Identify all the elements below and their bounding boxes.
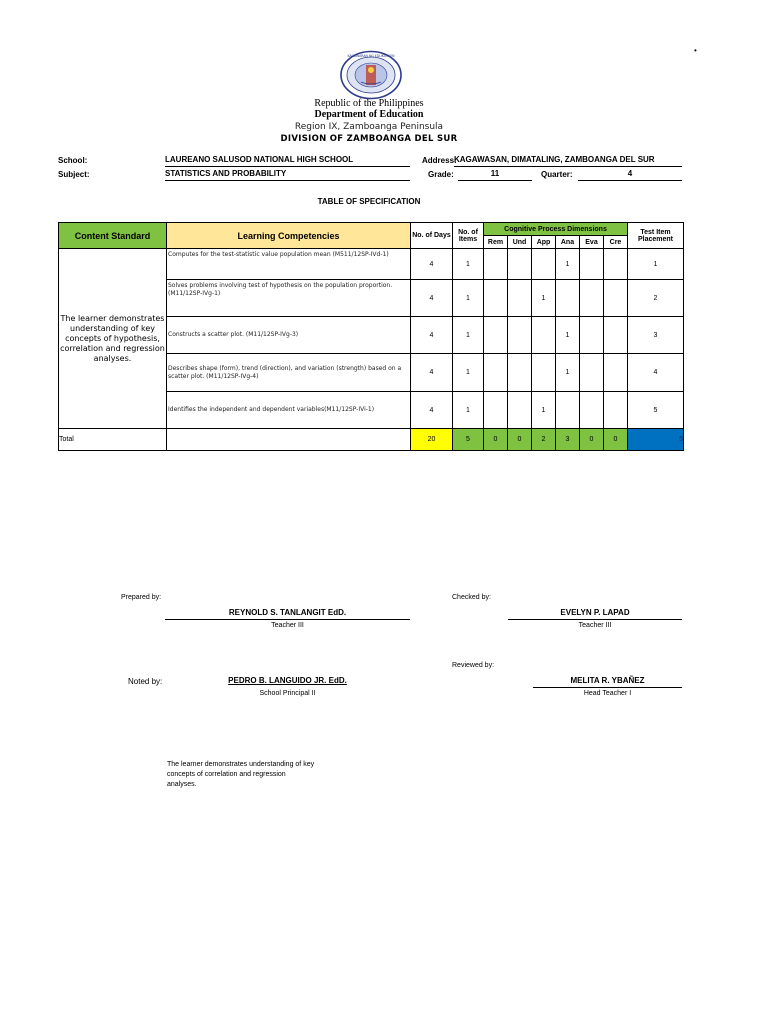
total-und: 0 xyxy=(508,429,532,451)
checked-by-role: Teacher III xyxy=(578,622,612,629)
total-eva: 0 xyxy=(580,429,604,451)
total-label: Total xyxy=(59,429,167,451)
cre-header: Cre xyxy=(604,236,628,249)
placement-header: Test Item Placement xyxy=(628,223,684,249)
rem-cell xyxy=(484,317,508,354)
rem-cell xyxy=(484,392,508,429)
und-header: Und xyxy=(508,236,532,249)
competency-cell: Computes for the test-statistic value population mean (M511/12SP-IVd-1) xyxy=(167,249,411,280)
app-cell: 1 xyxy=(532,392,556,429)
table-row xyxy=(59,249,684,280)
placement-cell: 4 xyxy=(628,354,684,392)
items-cell: 1 xyxy=(453,249,484,280)
und-cell xyxy=(508,317,532,354)
noted-by-name: PEDRO B. LANGUIDO JR. EdD. xyxy=(228,676,347,685)
reviewed-by-name: MELITA R. YBAÑEZ xyxy=(533,676,682,688)
ana-cell: 1 xyxy=(556,317,580,354)
grade-label: Grade: xyxy=(428,170,454,179)
content-standard-header: Content Standard xyxy=(59,223,167,249)
eva-cell xyxy=(580,280,604,317)
department-line: Department of Education xyxy=(314,109,424,120)
total-competency-cell xyxy=(167,429,411,451)
subject-value: STATISTICS AND PROBABILITY xyxy=(165,169,410,181)
ana-cell xyxy=(556,280,580,317)
prepared-by-name: REYNOLD S. TANLANGIT EdD. xyxy=(165,608,410,620)
competency-cell: Identifies the independent and dependent variables(M11/12SP-IVi-1) xyxy=(167,392,411,429)
ana-cell: 1 xyxy=(556,354,580,392)
eva-cell xyxy=(580,249,604,280)
app-cell xyxy=(532,249,556,280)
rem-cell xyxy=(484,354,508,392)
cre-cell xyxy=(604,249,628,280)
app-cell xyxy=(532,354,556,392)
rem-cell xyxy=(484,280,508,317)
items-cell: 1 xyxy=(453,317,484,354)
prepared-by-role: Teacher III xyxy=(271,622,304,629)
total-ana: 3 xyxy=(556,429,580,451)
app-cell xyxy=(532,317,556,354)
footer-note: The learner demonstrates understanding of key concepts of correlation and regression analyses. xyxy=(167,761,315,788)
total-placement: 5 xyxy=(628,429,684,451)
address-label: Address: xyxy=(422,156,457,165)
items-cell: 1 xyxy=(453,280,484,317)
table-title: TABLE OF SPECIFICATION xyxy=(317,197,421,206)
total-items: 5 xyxy=(453,429,484,451)
days-header: No. of Days xyxy=(411,223,453,249)
items-header: No. of Items xyxy=(453,223,484,249)
reviewed-by-role: Head Teacher I xyxy=(583,690,632,697)
competency-cell: Solves problems involving test of hypothesis on the population proportion. (M11/12SP-IVg-1) xyxy=(167,280,411,317)
und-cell xyxy=(508,280,532,317)
placement-cell: 3 xyxy=(628,317,684,354)
rem-header: Rem xyxy=(484,236,508,249)
days-cell: 4 xyxy=(411,249,453,280)
eva-header: Eva xyxy=(580,236,604,249)
checked-by-name: EVELYN P. LAPAD xyxy=(508,608,682,620)
noted-by-role: School Principal II xyxy=(259,690,316,697)
und-cell xyxy=(508,354,532,392)
ana-header: Ana xyxy=(556,236,580,249)
reviewed-by-label: Reviewed by: xyxy=(452,662,495,669)
republic-line: Republic of the Philippines xyxy=(314,98,424,109)
specification-table xyxy=(58,222,684,451)
eva-cell xyxy=(580,317,604,354)
quarter-value: 4 xyxy=(578,169,682,181)
app-cell: 1 xyxy=(532,280,556,317)
quarter-label: Quarter: xyxy=(541,170,573,179)
prepared-by-label: Prepared by: xyxy=(121,594,162,601)
competency-cell: Describes shape (form), trend (direction), and variation (strength) based on a scatter plot. (M11/12SP-IVg-4) xyxy=(167,354,411,392)
grade-value: 11 xyxy=(458,169,532,181)
deped-seal-icon xyxy=(339,50,403,100)
total-row xyxy=(59,429,684,451)
total-app: 2 xyxy=(532,429,556,451)
competencies-header: Learning Competencies xyxy=(167,223,411,249)
cognitive-dimensions-header: Cognitive Process Dimensions xyxy=(484,223,628,236)
days-cell: 4 xyxy=(411,317,453,354)
und-cell xyxy=(508,392,532,429)
app-header: App xyxy=(532,236,556,249)
content-standard-cell: The learner demonstrates understanding of key concepts of hypothesis, correlation and regression analyses. xyxy=(59,249,167,429)
eva-cell xyxy=(580,392,604,429)
placement-cell: 2 xyxy=(628,280,684,317)
total-rem: 0 xyxy=(484,429,508,451)
days-cell: 4 xyxy=(411,280,453,317)
school-value: LAUREANO SALUSOD NATIONAL HIGH SCHOOL xyxy=(165,155,410,167)
checked-by-label: Checked by: xyxy=(452,594,491,601)
items-cell: 1 xyxy=(453,392,484,429)
cre-cell xyxy=(604,280,628,317)
cre-cell xyxy=(604,354,628,392)
school-label: School: xyxy=(58,156,88,165)
header-row-1 xyxy=(59,223,684,236)
placement-cell: 5 xyxy=(628,392,684,429)
noted-by-label: Noted by: xyxy=(128,677,163,686)
address-value: KAGAWASAN, DIMATALING, ZAMBOANGA DEL SUR xyxy=(454,155,682,167)
placement-cell: 1 xyxy=(628,249,684,280)
rem-cell xyxy=(484,249,508,280)
subject-label: Subject: xyxy=(58,170,90,179)
total-cre: 0 xyxy=(604,429,628,451)
total-days: 20 xyxy=(411,429,453,451)
days-cell: 4 xyxy=(411,392,453,429)
division-line: DIVISION OF ZAMBOANGA DEL SUR xyxy=(280,134,458,144)
ana-cell: 1 xyxy=(556,249,580,280)
region-line: Region IX, Zamboanga Peninsula xyxy=(294,122,444,132)
cre-cell xyxy=(604,317,628,354)
und-cell xyxy=(508,249,532,280)
svg-text:KAGAWARAN NG EDUKASYON: KAGAWARAN NG EDUKASYON xyxy=(347,54,395,58)
days-cell: 4 xyxy=(411,354,453,392)
eva-cell xyxy=(580,354,604,392)
stray-mark: • xyxy=(694,46,697,55)
ana-cell xyxy=(556,392,580,429)
competency-cell: Constructs a scatter plot. (M11/12SP-IVg-3) xyxy=(167,317,411,354)
cre-cell xyxy=(604,392,628,429)
items-cell: 1 xyxy=(453,354,484,392)
